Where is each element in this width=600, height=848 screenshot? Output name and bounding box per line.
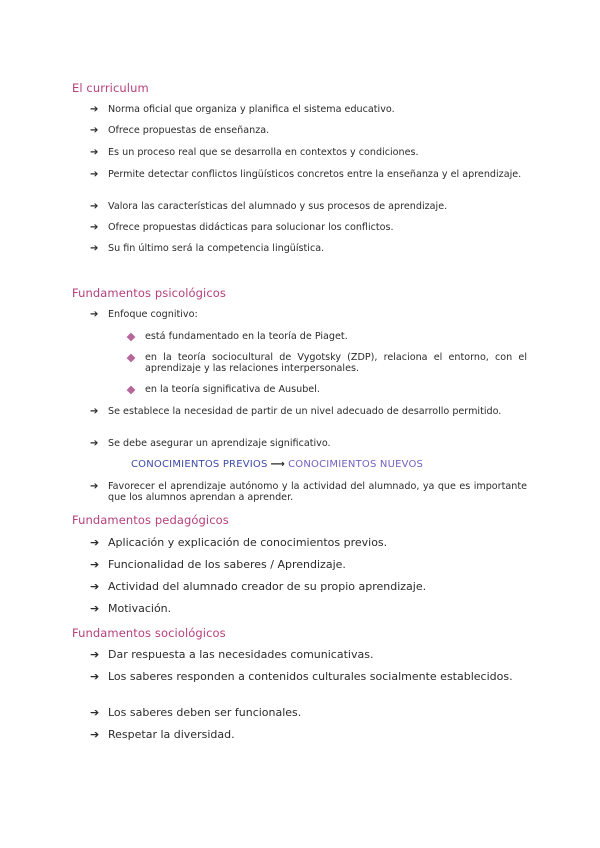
- list-item: ➔ Enfoque cognitivo:: [90, 309, 198, 320]
- arrow-bullet-icon: ➔: [90, 728, 100, 741]
- arrow-bullet-icon: ➔: [90, 309, 99, 320]
- arrow-bullet-icon: ➔: [90, 406, 99, 417]
- list-item: ➔ Aplicación y explicación de conocimientos previos.: [90, 536, 388, 549]
- diamond-bullet-icon: [127, 386, 136, 395]
- list-item: ➔ Norma oficial que organiza y planifica el sistema educativo.: [90, 104, 395, 115]
- list-item: ➔ Ofrece propuestas didácticas para solucionar los conflictos.: [90, 222, 394, 233]
- diamond-bullet-icon: [127, 333, 136, 342]
- section-heading-sociologicos: Fundamentos sociológicos: [72, 626, 226, 640]
- list-item: ➔ Permite detectar conflictos lingüísticos concretos entre la enseñanza y el aprendizaje.: [90, 169, 522, 180]
- arrow-bullet-icon: ➔: [90, 536, 100, 549]
- list-item: ➔ Los saberes deben ser funcionales.: [90, 706, 302, 719]
- long-arrow-icon: ⟶: [270, 459, 286, 470]
- list-item: ➔ Motivación.: [90, 602, 172, 615]
- arrow-bullet-icon: ➔: [90, 125, 99, 136]
- list-item: ➔ Dar respuesta a las necesidades comunicativas.: [90, 648, 374, 661]
- list-item: ➔ Actividad del alumnado creador de su propio aprendizaje.: [90, 580, 427, 593]
- concept-nuevos: CONOCIMIENTOS NUEVOS: [288, 459, 424, 470]
- arrow-bullet-icon: ➔: [90, 169, 99, 180]
- arrow-bullet-icon: ➔: [90, 648, 100, 661]
- sub-list-item: está fundamentado en la teoría de Piaget.: [126, 331, 527, 342]
- arrow-bullet-icon: ➔: [90, 104, 99, 115]
- diamond-bullet-icon: [127, 354, 136, 363]
- list-item: ➔ Favorecer el aprendizaje autónomo y la actividad del alumnado, ya que es importante que los alumnos aprendan a aprender.: [90, 481, 527, 503]
- list-item: ➔ Funcionalidad de los saberes / Aprendizaje.: [90, 558, 346, 571]
- arrow-bullet-icon: ➔: [90, 481, 99, 492]
- concept-previos: CONOCIMIENTOS PREVIOS: [131, 459, 268, 470]
- list-item: ➔ Se establece la necesidad de partir de un nivel adecuado de desarrollo permitido.: [90, 406, 502, 417]
- arrow-bullet-icon: ➔: [90, 243, 99, 254]
- arrow-bullet-icon: ➔: [90, 670, 100, 683]
- list-item: ➔ Es un proceso real que se desarrolla en contextos y condiciones.: [90, 147, 419, 158]
- section-heading-curriculum: El curriculum: [72, 81, 149, 95]
- arrow-bullet-icon: ➔: [90, 222, 99, 233]
- list-item: ➔ Se debe asegurar un aprendizaje significativo.: [90, 438, 331, 449]
- arrow-bullet-icon: ➔: [90, 602, 100, 615]
- list-item: ➔ Respetar la diversidad.: [90, 728, 235, 741]
- section-heading-psicologicos: Fundamentos psicológicos: [72, 286, 226, 300]
- sub-list-item: en la teoría sociocultural de Vygotsky (ZDP), relaciona el entorno, con el aprendizaje y las relaciones interpersonales.: [126, 352, 527, 374]
- list-item: ➔ Los saberes responden a contenidos culturales socialmente establecidos.: [90, 670, 513, 683]
- arrow-bullet-icon: ➔: [90, 438, 99, 449]
- sub-list-item: en la teoría significativa de Ausubel.: [126, 384, 527, 395]
- list-item: ➔ Ofrece propuestas de enseñanza.: [90, 125, 270, 136]
- arrow-bullet-icon: ➔: [90, 580, 100, 593]
- arrow-bullet-icon: ➔: [90, 201, 99, 212]
- list-item: ➔ Su fin último será la competencia lingüística.: [90, 243, 325, 254]
- concepts-flow: [131, 459, 423, 470]
- section-heading-pedagogicos: Fundamentos pedagógicos: [72, 513, 229, 527]
- list-item: ➔ Valora las características del alumnado y sus procesos de aprendizaje.: [90, 201, 448, 212]
- arrow-bullet-icon: ➔: [90, 558, 100, 571]
- arrow-bullet-icon: ➔: [90, 147, 99, 158]
- arrow-bullet-icon: ➔: [90, 706, 100, 719]
